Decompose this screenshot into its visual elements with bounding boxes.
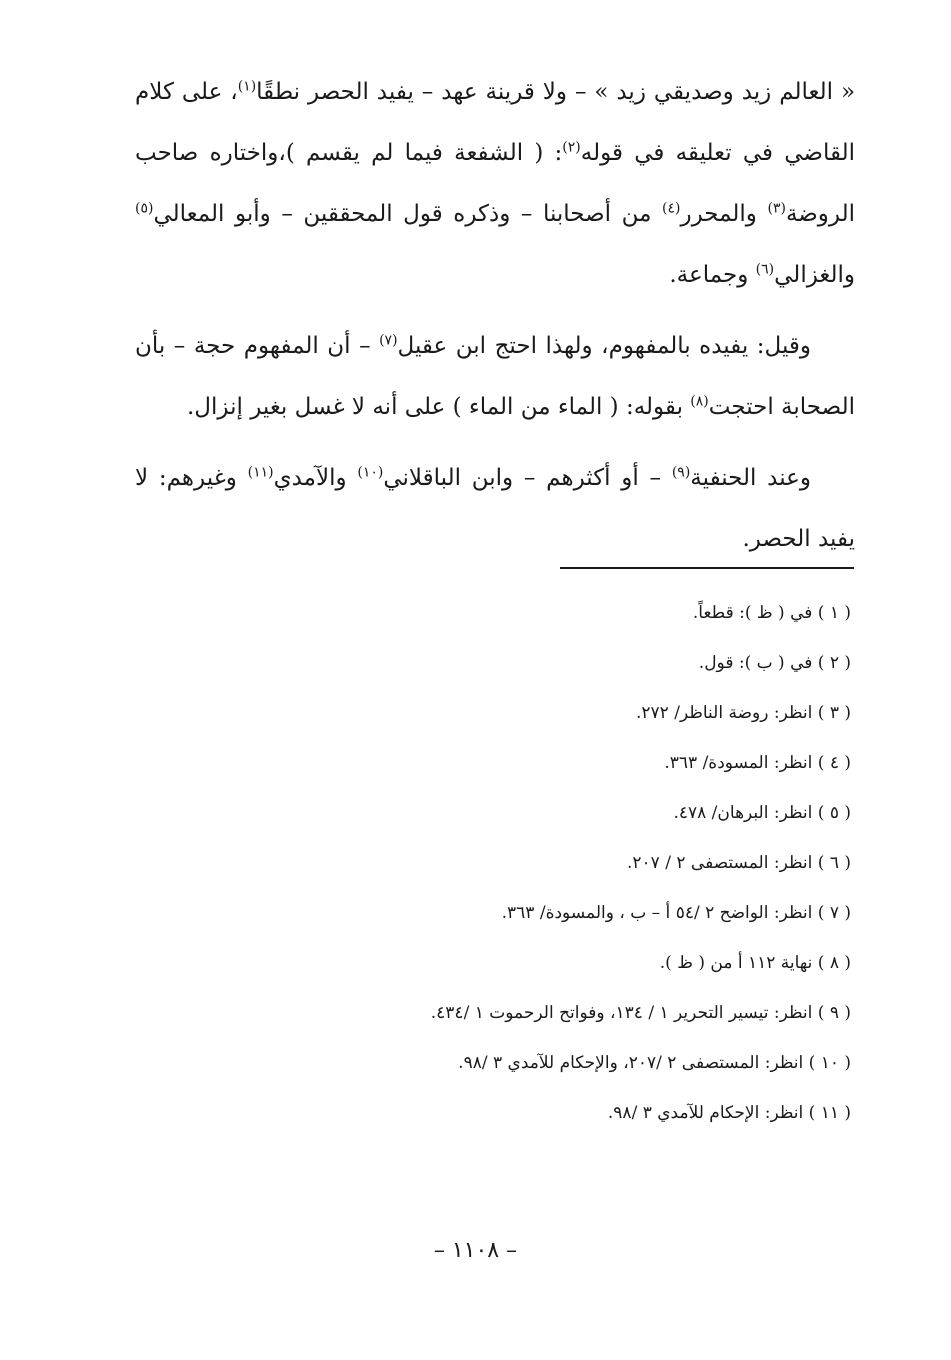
footnote-item: ( ١ ) في ( ظ ): قطعاً. — [692, 603, 851, 623]
text-segment: وعند الحنفية — [690, 465, 811, 491]
footnote-ref-4: (٤) — [662, 200, 681, 217]
text-segment: والغزالي — [774, 262, 855, 288]
footnote-item: ( ٨ ) نهاية ١١٢ أ من ( ظ ). — [659, 953, 851, 973]
text-segment: والآمدي — [273, 465, 358, 491]
footnote-item: ( ٦ ) انظر: المستصفى ٢ / ٢٠٧. — [627, 853, 851, 873]
footnote-item: ( ٥ ) انظر: البرهان/ ٤٧٨. — [673, 803, 851, 823]
footnote-item: ( ٤ ) انظر: المسودة/ ٣٦٣. — [664, 753, 851, 773]
main-text — [135, 62, 855, 580]
page-number: – ١١٠٨ – — [433, 1238, 518, 1263]
footnote-ref-3: (٣) — [767, 200, 786, 217]
footnote-item: ( ٣ ) انظر: روضة الناظر/ ٢٧٢. — [636, 703, 851, 723]
footnote-item: ( ١١ ) انظر: الإحكام للآمدي ٣ /٩٨. — [607, 1103, 851, 1123]
footnote-ref-5: (٥) — [135, 200, 154, 217]
footnote-ref-8: (٨) — [690, 393, 709, 410]
text-segment: بقوله: ( الماء من الماء ) على أنه لا غسل بغير إنزال. — [187, 394, 691, 420]
footnote-ref-11: (١١) — [247, 464, 274, 481]
footnote-separator — [560, 567, 854, 569]
paragraph-2 — [135, 316, 855, 438]
text-segment: : ( الشفعة فيما لم يقسم )،واختاره صاحب الروضة — [135, 140, 855, 227]
footnote-item: ( ٩ ) انظر: تيسير التحرير ١ / ١٣٤، وفواتح الرحموت ١ /٤٣٤. — [430, 1003, 851, 1023]
text-segment: وجماعة. — [669, 262, 756, 288]
footnote-ref-1: (١) — [237, 78, 257, 95]
footnote-ref-9: (٩) — [671, 464, 691, 481]
footnote-item: ( ١٠ ) انظر: المستصفى ٢ /٢٠٧، والإحكام للآمدي ٣ /٩٨. — [458, 1053, 851, 1073]
text-segment: – أن المفهوم حجة – بأن الصحابة احتجت — [135, 333, 855, 420]
text-segment: ، على كلام القاضي في تعليقه في قوله — [135, 79, 855, 166]
text-segment: « العالم زيد وصديقي زيد » – ولا قرينة عهد – يفيد الحصر نطقًا — [256, 79, 856, 105]
footnote-ref-7: (٧) — [379, 332, 398, 349]
text-segment: وغيرهم: لا يفيد الحصر. — [135, 465, 855, 552]
paragraph-1 — [135, 62, 855, 306]
paragraph-3 — [135, 448, 855, 570]
footnotes — [135, 592, 851, 1142]
footnote-item: ( ٢ ) في ( ب ): قول. — [698, 653, 851, 673]
footnote-item: ( ٧ ) انظر: الواضح ٢ /٥٤ أ – ب ، والمسودة/ ٣٦٣. — [501, 903, 851, 923]
footnote-ref-2: (٢) — [562, 139, 581, 156]
text-segment: – أو أكثرهم – وابن الباقلاني — [383, 465, 672, 491]
footnote-ref-10: (١٠) — [357, 464, 384, 481]
footnote-ref-6: (٦) — [755, 261, 775, 278]
text-segment: من أصحابنا – وذكره قول المحققين – وأبو المعالي — [153, 201, 662, 227]
text-segment: والمحرر — [680, 201, 768, 227]
text-segment: وقيل: يفيده بالمفهوم، ولهذا احتج ابن عقيل — [397, 333, 811, 359]
